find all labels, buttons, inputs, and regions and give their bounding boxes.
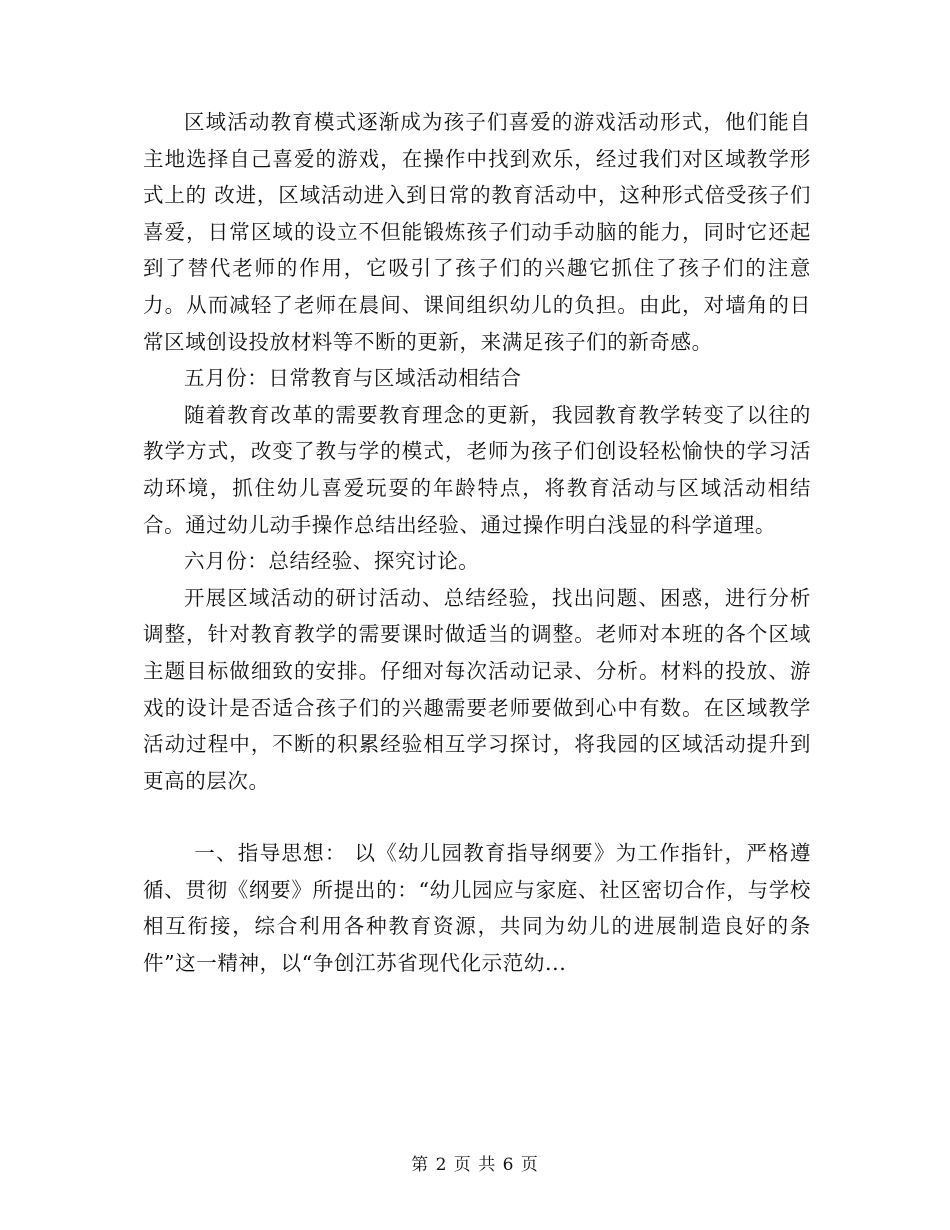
paragraph-guiding-thought: 一、指导思想： 以《幼儿园教育指导纲要》为工作指针，严格遵循、贯彻《纲要》所提出的：“幼儿园应与家庭、社区密切合作，与学校相互衔接，综合利用各种教育资源，共同为幼儿的进展制造良好的条件”这一精神，以“争创江苏省现代化示范幼... bbox=[143, 841, 811, 976]
paragraph-area-activity-intro: 区域活动教育模式逐渐成为孩子们喜爱的游戏活动形式，他们能自主地选择自己喜爱的游戏，在操作中找到欢乐，经过我们对区域教学形式上的 改进，区域活动进入到日常的教育活动中，这种形式倍受孩子们喜爱，日常区域的设立不但能锻炼孩子们动手动脑的能力，同时它还起到了替代老师的作用，它吸引了孩子们的兴趣它抓住了孩子们的注意力。从而减轻了老师在晨间、课间组织幼儿的负担。由此，对墙角的日常区域创设投放材料等不断的更新，来满足孩子们的新奇感。 bbox=[143, 110, 811, 354]
document-body bbox=[143, 104, 811, 982]
paragraph-june-content: 开展区域活动的研讨活动、总结经验，找出问题、困惑，进行分析调整，针对教育教学的需要课时做适当的调整。老师对本班的各个区域主题目标做细致的安排。仔细对每次活动记录、分析。材料的投放、游戏的设计是否适合孩子们的兴趣需要老师要做到心中有数。在区域教学活动过程中，不断的积累经验相互学习探讨，将我园的区域活动提升到更高的层次。 bbox=[143, 585, 811, 793]
paragraph-may-content: 随着教育改革的需要教育理念的更新，我园教育教学转变了以往的教学方式，改变了教与学的模式，老师为孩子们创设轻松愉快的学习活动环境，抓住幼儿喜爱玩耍的年龄特点，将教育活动与区域活动相结合。通过幼儿动手操作总结出经验、通过操作明白浅显的科学道理。 bbox=[143, 402, 811, 537]
page-number-footer: 第 2 页 共 6 页 bbox=[411, 1155, 539, 1175]
heading-may: 五月份：日常教育与区域活动相结合 bbox=[184, 366, 522, 391]
section-spacer bbox=[143, 799, 811, 835]
heading-june: 六月份：总结经验、探究讨论。 bbox=[184, 549, 480, 574]
